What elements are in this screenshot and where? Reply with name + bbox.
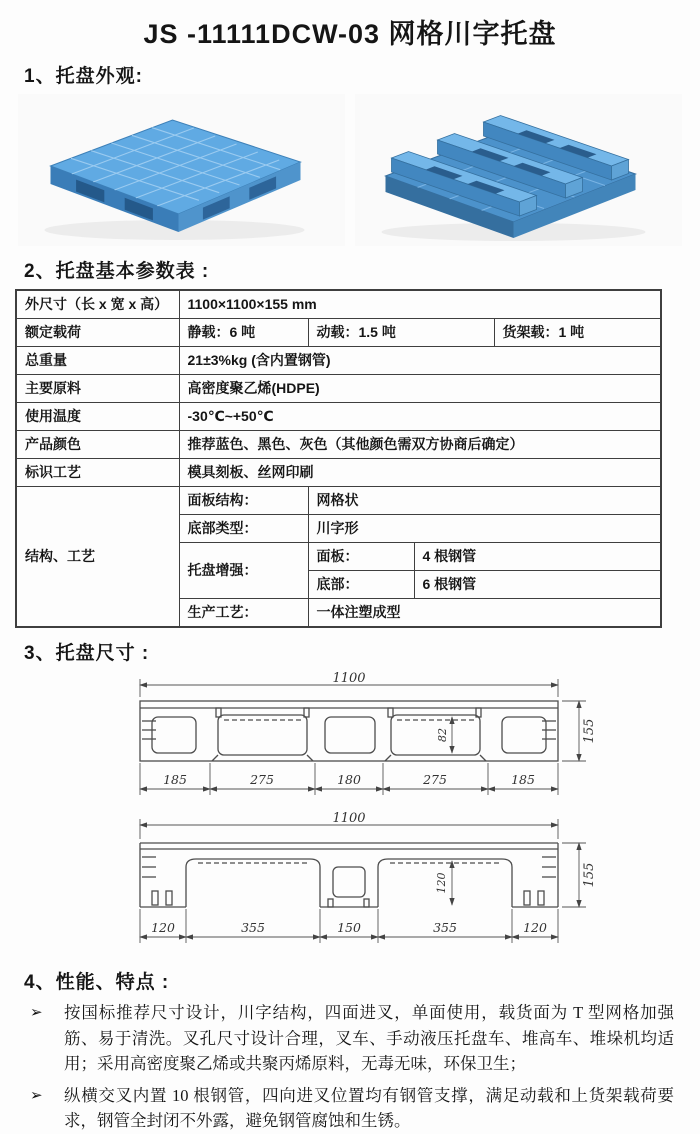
spec-value-process: 一体注塑成型 <box>308 599 661 628</box>
pallet-deck-underside <box>386 130 636 238</box>
dimension-drawing-2 <box>0 811 700 957</box>
spec-value-dynamic-load: 动载：1.5 吨 <box>308 319 494 347</box>
feature-text: 纵横交叉内置 10 根钢管，四向进叉位置均有钢管支撑，满足动载和上货架载荷要求，钢管全封闭不外露，避免钢管腐蚀和生锈。 <box>64 1085 674 1131</box>
dim-seg: 185 <box>511 772 535 787</box>
spec-label: 外尺寸（长 x 宽 x 高） <box>16 290 179 319</box>
dim-height: 155 <box>582 862 597 888</box>
spec-label: 标识工艺 <box>16 459 179 487</box>
feature-list <box>30 1000 674 1134</box>
spec-sublabel-panel: 面板结构： <box>179 487 308 515</box>
spec-sublabel-process: 生产工艺： <box>179 599 308 628</box>
cross-section-drawing-1 <box>100 671 600 809</box>
dim-total-width: 1100 <box>332 671 366 686</box>
spec-sublabel-reinforce: 托盘增强： <box>179 543 308 599</box>
arrow-bullet-icon: ➢ <box>30 1005 43 1021</box>
section4-heading: 4、性能、特点 : <box>24 972 170 993</box>
table-row <box>16 375 661 403</box>
dim-seg: 355 <box>241 920 265 935</box>
spec-value-reinforce-bottom: 6 根钢管 <box>414 571 661 599</box>
pallet-photos <box>18 94 682 246</box>
pallet-photo-top-view <box>18 94 345 246</box>
table-row <box>16 347 661 375</box>
pallet-body-outline <box>140 843 558 907</box>
spec-label: 产品颜色 <box>16 431 179 459</box>
pallet-bottom-illustration <box>355 94 682 246</box>
spec-value-panel: 网格状 <box>308 487 661 515</box>
section3-heading: 3、托盘尺寸 : <box>24 643 150 664</box>
dim-seg: 120 <box>523 920 547 935</box>
spec-table <box>15 289 662 628</box>
spec-sublabel-bottom: 底部类型： <box>179 515 308 543</box>
table-row <box>16 487 661 515</box>
page-title: JS -11111DCW-03 网格川字托盘 <box>143 19 557 49</box>
spec-value-rack-load: 货架载：1 吨 <box>494 319 661 347</box>
pallet-photo-bottom-view <box>355 94 682 246</box>
dimension-lines <box>140 819 586 943</box>
feature-item <box>30 1000 674 1077</box>
dim-inner: 82 <box>436 728 449 742</box>
dim-total-width: 1100 <box>332 811 366 826</box>
spec-value-bottom: 川字形 <box>308 515 661 543</box>
spec-value: -30℃~+50℃ <box>179 403 661 431</box>
dim-seg: 150 <box>337 920 361 935</box>
spec-value: 1100×1100×155 mm <box>179 290 661 319</box>
spec-value-reinforce-panel: 4 根钢管 <box>414 543 661 571</box>
spec-value: 21±3%kg (含内置钢管) <box>179 347 661 375</box>
spec-value: 模具刻板、丝网印刷 <box>179 459 661 487</box>
dim-seg: 120 <box>151 920 175 935</box>
spec-label: 主要原料 <box>16 375 179 403</box>
pallet-top-deck <box>51 120 301 214</box>
arrow-bullet-icon: ➢ <box>30 1087 43 1104</box>
feature-item <box>30 1083 674 1134</box>
table-row <box>16 403 661 431</box>
pallet-top-illustration <box>18 94 345 246</box>
spec-value: 高密度聚乙烯(HDPE) <box>179 375 661 403</box>
dim-height: 155 <box>582 718 597 744</box>
table-row <box>16 459 661 487</box>
table-row <box>16 319 661 347</box>
cross-section-drawing-2 <box>100 811 600 957</box>
spec-sublabel-reinforce-panel: 面板： <box>308 543 414 571</box>
dim-seg: 180 <box>337 772 361 787</box>
pallet-body-outline <box>140 701 558 761</box>
table-row <box>16 431 661 459</box>
section1-heading: 1、托盘外观: <box>24 66 143 87</box>
dimension-drawing-1 <box>0 671 700 809</box>
dim-seg: 275 <box>423 772 447 787</box>
spec-sublabel-reinforce-bottom: 底部： <box>308 571 414 599</box>
dim-inner: 120 <box>435 872 448 894</box>
dim-seg: 185 <box>163 772 187 787</box>
dimension-labels <box>163 671 597 787</box>
section2-heading: 2、托盘基本参数表 : <box>24 261 210 282</box>
spec-label-structure: 结构、工艺 <box>16 487 179 628</box>
feature-text: 按国标推荐尺寸设计，川字结构，四面进叉，单面使用，载货面为 T 型网格加强筋、易于清洗。叉孔尺寸设计合理，叉车、手动液压托盘车、堆高车、堆垛机均适用；采用高密度聚乙烯或共聚丙烯原料，无毒无味，环保卫生； <box>64 1003 674 1074</box>
spec-value: 推荐蓝色、黑色、灰色（其他颜色需双方协商后确定） <box>179 431 661 459</box>
table-row <box>16 290 661 319</box>
dimension-labels <box>151 811 597 935</box>
spec-label: 额定载荷 <box>16 319 179 347</box>
spec-value-static-load: 静载：6 吨 <box>179 319 308 347</box>
dim-seg: 355 <box>433 920 457 935</box>
spec-label: 总重量 <box>16 347 179 375</box>
spec-label: 使用温度 <box>16 403 179 431</box>
dim-seg: 275 <box>250 772 274 787</box>
